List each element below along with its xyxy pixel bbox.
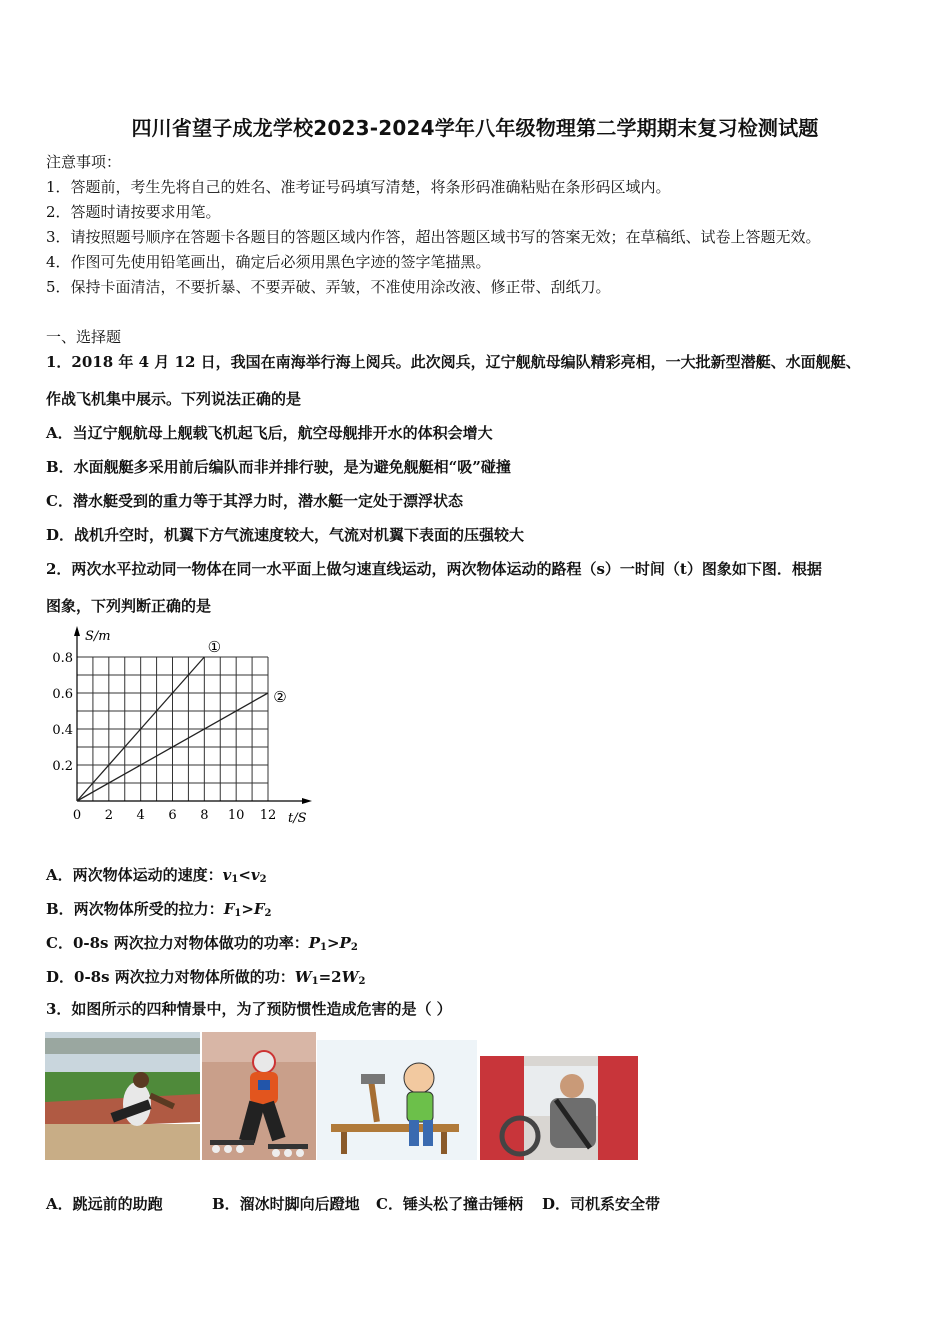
q2-option-c xyxy=(46,932,358,953)
subscript: 2 xyxy=(264,908,272,919)
x-tick-label: 10 xyxy=(227,808,245,823)
relation: > xyxy=(326,934,340,952)
symbol: v xyxy=(250,866,260,884)
q1-option-d: D．战机升空时，机翼下方气流速度较大，气流对机翼下表面的压强较大 xyxy=(46,526,525,544)
question-2-text-cont: 图象，下列判断正确的是 xyxy=(46,597,212,615)
relation: > xyxy=(241,900,254,918)
seatbelt-photo xyxy=(480,1056,638,1160)
question-1-text: 1．2018 年 4 月 12 日，我国在南海举行海上阅兵。此次阅兵，辽宁舰航母编队精彩亮相，一大批新型潜艇、水面舰艇、 xyxy=(46,353,861,371)
question-3-text: 3．如图所示的四种情景中，为了预防惯性造成危害的是（ ） xyxy=(46,1000,452,1018)
series-label-1: ① xyxy=(207,638,222,656)
page-title: 四川省望子成龙学校2023-2024学年八年级物理第二学期期末复习检测试题 xyxy=(131,116,819,140)
q2-option-d xyxy=(46,966,365,987)
notice-heading: 注意事项： xyxy=(46,153,122,171)
question-2-text: 2．两次水平拉动同一物体在同一水平面上做匀速直线运动，两次物体运动的路程（s）一时间（t）图象如下图．根据 xyxy=(46,560,822,578)
q1-option-c: C．潜水艇受到的重力等于其浮力时，潜水艇一定处于漂浮状态 xyxy=(46,492,463,510)
x-tick-label: 12 xyxy=(259,808,277,823)
notice-item: 3．请按照题号顺序在答题卡各题目的答题区域内作答，超出答题区域书写的答案无效；在草稿纸、试卷上答题无效。 xyxy=(46,228,821,246)
q3-option-a: A．跳远前的助跑 xyxy=(46,1195,163,1213)
symbol: F xyxy=(253,900,265,918)
x-tick-label: 0 xyxy=(72,808,82,823)
relation: < xyxy=(238,866,251,884)
hammer-cartoon xyxy=(317,1040,477,1160)
x-tick-label: 4 xyxy=(136,808,145,823)
x-tick-label: 6 xyxy=(168,808,177,823)
question-1-text-cont: 作战飞机集中展示。下列说法正确的是 xyxy=(46,390,302,408)
long-jump-photo xyxy=(45,1032,200,1160)
subscript: 1 xyxy=(320,942,327,953)
option-text: B．两次物体所受的拉力： xyxy=(46,900,224,918)
series-label-2: ② xyxy=(273,688,287,706)
y-tick-label: 0.8 xyxy=(52,651,73,666)
subscript: 2 xyxy=(259,874,267,885)
symbol: P xyxy=(339,934,351,952)
q3-option-c: C．锤头松了撞击锤柄 xyxy=(376,1195,523,1213)
subscript: 1 xyxy=(234,908,242,919)
y-axis-arrow xyxy=(74,626,80,636)
q2-option-b xyxy=(46,898,272,919)
y-tick-label: 0.4 xyxy=(52,723,73,738)
x-tick-label: 2 xyxy=(104,808,113,823)
option-text: C．0-8s 两次拉力对物体做功的功率： xyxy=(46,934,309,952)
option-text: A．两次物体运动的速度： xyxy=(46,866,223,884)
y-tick-label: 0.6 xyxy=(52,687,73,702)
subscript: 1 xyxy=(311,976,319,987)
section-heading: 一、选择题 xyxy=(46,328,122,346)
subscript: 1 xyxy=(231,874,239,885)
q2-option-a xyxy=(46,864,267,885)
y-axis-label: S/m xyxy=(85,629,111,644)
x-axis-label: t/S xyxy=(288,811,307,826)
notice-item: 5．保持卡面清洁，不要折暴、不要弄破、弄皱，不准使用涂改液、修正带、刮纸刀。 xyxy=(46,278,611,296)
notice-item: 2．答题时请按要求用笔。 xyxy=(46,203,221,221)
symbol: F xyxy=(223,900,235,918)
symbol: v xyxy=(222,866,232,884)
subscript: 2 xyxy=(358,976,366,987)
notice-item: 1．答题前，考生先将自己的姓名、准考证号码填写清楚，将条形码准确粘贴在条形码区域内。 xyxy=(46,178,671,196)
skating-photo xyxy=(202,1032,316,1160)
q3-option-b: B．溜冰时脚向后蹬地 xyxy=(212,1195,360,1213)
symbol: W xyxy=(341,968,359,986)
subscript: 2 xyxy=(350,942,358,953)
y-tick-label: 0.2 xyxy=(52,759,73,774)
notice-item: 4．作图可先使用铅笔画出，确定后必须用黑色字迹的签字笔描黑。 xyxy=(46,253,491,271)
relation: =2 xyxy=(318,968,342,986)
x-axis-arrow xyxy=(302,798,312,804)
q1-option-a: A．当辽宁舰航母上舰载飞机起飞后，航空母舰排开水的体积会增大 xyxy=(46,424,493,442)
q3-option-d: D．司机系安全带 xyxy=(542,1195,661,1213)
symbol: W xyxy=(294,968,312,986)
x-tick-label: 8 xyxy=(200,808,209,823)
distance-time-chart xyxy=(40,622,330,832)
q1-option-b: B．水面舰艇多采用前后编队而非并排行驶，是为避免舰艇相“吸”碰撞 xyxy=(46,458,511,476)
symbol: P xyxy=(308,934,320,952)
option-text: D．0-8s 两次拉力对物体所做的功： xyxy=(46,968,295,986)
